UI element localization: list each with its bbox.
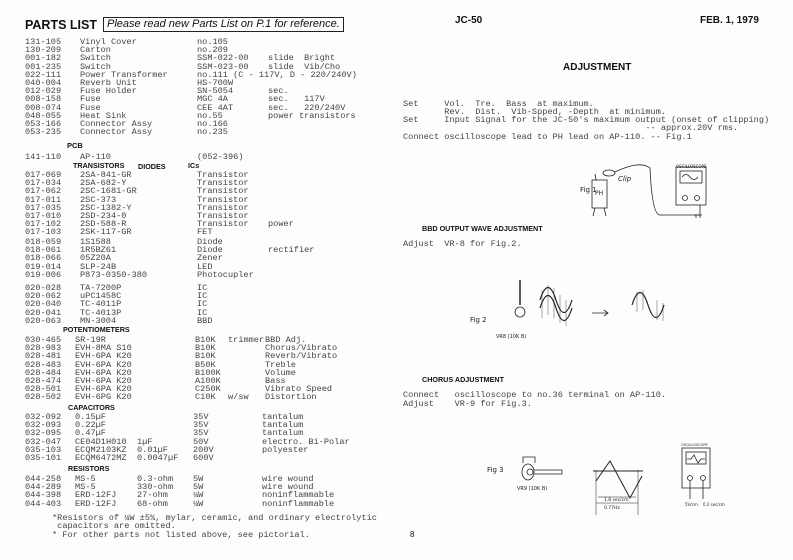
caps-row-cell: 032-092 bbox=[25, 412, 62, 422]
pots-row-cell: w/sw bbox=[228, 392, 249, 403]
transistors-row-cell: 017-035 bbox=[25, 202, 62, 213]
fig1-ph-label: PH bbox=[595, 190, 604, 197]
diodes-row-cell: 1R5BZ61 bbox=[80, 245, 117, 256]
resistors-row-cell: 5W bbox=[193, 482, 204, 493]
general-row-cell: 048-055 bbox=[25, 110, 62, 121]
pots-row-cell: Treble bbox=[265, 359, 296, 370]
caps-row-cell: 032-093 bbox=[25, 420, 62, 431]
pots-row-cell: Chorus/Vibrato bbox=[265, 343, 338, 354]
general-row-cell: no.209 bbox=[197, 45, 228, 56]
pcb-heading: PCB bbox=[67, 141, 83, 150]
transistors-row-cell: 017-102 bbox=[25, 219, 62, 230]
resistors-row-cell: 044-289 bbox=[25, 482, 62, 493]
transistors-row-cell: 2SC-1382-Y bbox=[80, 202, 132, 213]
pots-row-cell: A100K bbox=[195, 376, 221, 386]
general-row-cell: 008-074 bbox=[25, 102, 62, 113]
pots-row-cell: 028-474 bbox=[25, 376, 62, 386]
ics-row-cell: IC bbox=[197, 283, 208, 293]
diodes-row-cell: rectifier bbox=[268, 245, 315, 256]
transistors-row-cell: Transistor bbox=[197, 202, 249, 213]
transistors-row-cell: 017-010 bbox=[25, 211, 62, 221]
resistors-row-cell: ERD-12FJ bbox=[75, 490, 117, 501]
fig3-diagram bbox=[522, 448, 710, 515]
caps-row-cell: polyester bbox=[262, 444, 309, 455]
diodes-row-cell: 019-006 bbox=[25, 269, 62, 280]
fig3-label: Fig 3 bbox=[487, 466, 504, 474]
general-row-cell: Fuse Holder bbox=[80, 86, 137, 97]
general-row-cell: 131-105 bbox=[25, 37, 62, 47]
resistors-row-cell: ERD-12FJ bbox=[75, 498, 117, 509]
transistors-row-cell: 2SD-234-0 bbox=[80, 211, 127, 221]
transistors-row-cell: FET bbox=[197, 227, 213, 238]
resistors-row-cell: MS-5 bbox=[75, 474, 96, 484]
pots-row-cell: B10K bbox=[195, 335, 216, 345]
general-row-cell: 130-209 bbox=[25, 45, 62, 56]
general-row-cell: sec. bbox=[268, 86, 289, 97]
pots-row-cell: EVH-6PG K20 bbox=[75, 392, 132, 403]
footnote-3: * For other parts not listed above, see pictorial. bbox=[52, 530, 310, 540]
pots-row-cell: 028-983 bbox=[25, 343, 62, 354]
ics-row-cell: BBD bbox=[197, 315, 213, 326]
general-row-cell: HS-700W bbox=[197, 78, 234, 88]
resistors-row-cell: MS-5 bbox=[75, 482, 96, 493]
caps-row-cell: 0.0047µF bbox=[137, 453, 179, 463]
bbd-heading: BBD OUTPUT WAVE ADJUSTMENT bbox=[422, 224, 543, 233]
setup-line-4: -- approx.20V rms. bbox=[403, 123, 739, 133]
pots-row-cell: trimmer bbox=[228, 335, 265, 345]
diodes-row-cell: 018-066 bbox=[25, 253, 62, 264]
date: FEB. 1, 1979 bbox=[700, 15, 759, 26]
ics-heading: ICs bbox=[188, 161, 200, 170]
general-row-cell: 001-235 bbox=[25, 61, 62, 72]
diodes-row-cell: SLP-24B bbox=[80, 261, 117, 272]
fig3-scope-label: OSCILLOSCOPE bbox=[681, 443, 708, 447]
capacitors-heading: CAPACITORS bbox=[68, 403, 115, 412]
diodes-row-cell: 05Z20A bbox=[80, 253, 111, 264]
caps-row-cell: 35V bbox=[193, 428, 209, 439]
transistors-row-cell: 2SA-682-Y bbox=[80, 178, 127, 189]
caps-row-cell: 1µF bbox=[137, 436, 153, 447]
fig3-volt-label: 5V/cm bbox=[685, 502, 698, 507]
setup-line-3: Set Input Signal for the JC-50's maximum output (onset of clipping) bbox=[403, 115, 770, 125]
pots-row-cell: EVH-6PA K20 bbox=[75, 376, 132, 386]
resistors-row-cell: wire wound bbox=[262, 474, 314, 484]
pots-row-cell: B50K bbox=[195, 359, 216, 370]
diodes-row-cell: 018-059 bbox=[25, 237, 62, 247]
pots-row-cell: 028-502 bbox=[25, 392, 62, 403]
pots-row-cell: Distortion bbox=[265, 392, 317, 403]
resistors-row-cell: 68-ohm bbox=[137, 498, 168, 509]
pots-row-cell: EVH-6PA K20 bbox=[75, 384, 132, 395]
general-row-cell: no.111 (C - 117V, D - 220/240V) bbox=[197, 69, 357, 80]
general-row-cell: no.55 bbox=[197, 110, 223, 121]
pots-row-cell: EVH-6PA K20 bbox=[75, 367, 132, 378]
ics-row-cell: IC bbox=[197, 299, 208, 310]
fig1-diagram bbox=[592, 165, 706, 218]
caps-row-cell: 0.22µF bbox=[75, 420, 106, 431]
pots-row-cell: 028-484 bbox=[25, 367, 62, 378]
caps-row-cell: 35V bbox=[193, 412, 209, 422]
chorus-heading: CHORUS ADJUSTMENT bbox=[422, 375, 504, 384]
transistors-row-cell: Transistor bbox=[197, 194, 249, 205]
transistors-row-cell: 2SC-1681-GR bbox=[80, 186, 137, 197]
parts-list-notice: Please read new Parts List on P.1 for reference. bbox=[103, 17, 344, 32]
fig3-vr-label: VR9 (10K B) bbox=[517, 486, 548, 492]
pcb-row-cell: (052-396) bbox=[197, 152, 244, 162]
transistors-row-cell: Transistor bbox=[197, 178, 249, 189]
general-row-cell: Reverb Unit bbox=[80, 78, 137, 88]
diodes-row-cell: Photocupler bbox=[197, 269, 254, 280]
pots-row-cell: 030-465 bbox=[25, 335, 62, 345]
general-row-cell: SSM-023-00 bbox=[197, 61, 249, 72]
fig1-scope-label: OSCILLOSCOPE bbox=[676, 164, 707, 169]
pots-row-cell: Reverb/Vibrato bbox=[265, 351, 338, 362]
pots-row-cell: Volume bbox=[265, 367, 296, 378]
diodes-row-cell: Diode bbox=[197, 245, 223, 256]
general-row-cell: SN-5054 bbox=[197, 86, 234, 97]
general-row-cell: slide Bright bbox=[268, 53, 336, 64]
probe-cable bbox=[615, 165, 700, 215]
resistors-heading: RESISTORS bbox=[68, 464, 110, 473]
vr9-knob-icon bbox=[522, 464, 534, 480]
bbd-text: Adjust VR-8 for Fig.2. bbox=[403, 239, 522, 249]
general-row-cell: Connector Assy bbox=[80, 119, 153, 129]
arrow-icon bbox=[592, 310, 608, 316]
potentiometers-heading: POTENTIOMETERS bbox=[63, 325, 130, 334]
general-row-cell: Power Transformer bbox=[80, 69, 168, 80]
resistors-row-cell: 5W bbox=[193, 474, 204, 484]
fig2-diagram bbox=[515, 280, 664, 326]
general-row-cell: 040-004 bbox=[25, 78, 62, 88]
transistors-row-cell: 017-062 bbox=[25, 186, 62, 197]
oscilloscope-icon bbox=[676, 167, 706, 205]
ics-row-cell: 020-028 bbox=[25, 283, 62, 293]
resistors-row-cell: noninflammable bbox=[262, 498, 335, 509]
transistors-row-cell: 017-034 bbox=[25, 178, 62, 189]
general-row-cell: 001-182 bbox=[25, 53, 62, 64]
resistors-row-cell: wire wound bbox=[262, 482, 314, 493]
resistors-row-cell: ¼W bbox=[193, 498, 204, 509]
pots-row-cell: EVH-6PA K20 bbox=[75, 351, 132, 362]
ics-row-cell: MN-3004 bbox=[80, 315, 117, 326]
general-row-cell: no.105 bbox=[197, 37, 228, 47]
general-row-cell: 053-235 bbox=[25, 127, 62, 138]
ics-row-cell: 020-040 bbox=[25, 299, 62, 310]
model-name: JC-50 bbox=[455, 15, 483, 26]
pots-row-cell: 028-501 bbox=[25, 384, 62, 395]
general-row-cell: 053-166 bbox=[25, 119, 62, 129]
adjustment-heading: ADJUSTMENT bbox=[563, 62, 632, 73]
caps-row-cell: 200V bbox=[193, 444, 214, 455]
caps-row-cell: 0.47µF bbox=[75, 428, 106, 439]
caps-row-cell: 0.01µF bbox=[137, 444, 168, 455]
general-row-cell: SSM-022-00 bbox=[197, 53, 249, 64]
general-row-cell: Switch bbox=[80, 53, 111, 64]
transistors-heading: TRANSISTORS bbox=[73, 161, 125, 170]
parts-list-title: PARTS LIST bbox=[25, 18, 97, 32]
footnote-1: *Resistors of ¼W ±5%, mylar, ceramic, and ordinary electrolytic bbox=[52, 513, 377, 523]
pots-row-cell: B10K bbox=[195, 351, 216, 362]
ics-row-cell: TC-4011P bbox=[80, 299, 122, 310]
diodes-row-cell: 1S1588 bbox=[80, 237, 111, 247]
ph-lead-box bbox=[592, 180, 607, 208]
diodes-row-cell: LED bbox=[197, 261, 213, 272]
ics-row-cell: TA-7200P bbox=[80, 283, 122, 293]
ics-row-cell: IC bbox=[197, 291, 208, 302]
general-row-cell: MGC 4A bbox=[197, 94, 228, 105]
ics-row-cell: TC-4013P bbox=[80, 307, 122, 318]
page-number: 8 bbox=[410, 530, 415, 539]
general-row-cell: 022-111 bbox=[25, 69, 62, 80]
caps-row-cell: ECQM2103KZ bbox=[75, 444, 127, 455]
resistors-row-cell: noninflammable bbox=[262, 490, 335, 501]
vr8-knob-icon bbox=[515, 307, 525, 317]
caps-row-cell: 35V bbox=[193, 420, 209, 431]
diodes-row-cell: P873-0350-380 bbox=[80, 269, 148, 280]
general-row-cell: power transistors bbox=[268, 110, 356, 121]
transistors-row-cell: 017-011 bbox=[25, 194, 62, 205]
resistors-row-cell: 044-398 bbox=[25, 490, 62, 501]
transistors-row-cell: 017-103 bbox=[25, 227, 62, 238]
pcb-row-cell: 141-110 bbox=[25, 152, 62, 162]
pots-row-cell: C10K bbox=[195, 392, 216, 403]
general-row-cell: Fuse bbox=[80, 102, 101, 113]
transistors-row-cell: Transistor bbox=[197, 211, 249, 221]
fig3-freq-label: 0.77Hz bbox=[604, 506, 620, 511]
caps-row-cell: tantalum bbox=[262, 412, 304, 422]
general-row-cell: Heat Sink bbox=[80, 110, 127, 121]
setup-line-5: Connect oscilloscope lead to PH lead on AP-110. -- Fig.1 bbox=[403, 132, 692, 142]
pots-row-cell: B10K bbox=[195, 343, 216, 354]
general-row-cell: Connector Assy bbox=[80, 127, 153, 138]
resistors-row-cell: 044-403 bbox=[25, 498, 62, 509]
general-row-cell: Fuse bbox=[80, 94, 101, 105]
pots-row-cell: EVH-6PA K20 bbox=[75, 359, 132, 370]
diodes-heading: DIODES bbox=[138, 162, 166, 171]
general-row-cell: Vinyl Cover bbox=[80, 37, 137, 47]
pots-row-cell: 028-481 bbox=[25, 351, 62, 362]
transistors-row-cell: Transistor bbox=[197, 170, 249, 180]
caps-row-cell: tantalum bbox=[262, 428, 304, 439]
general-row-cell: 008-158 bbox=[25, 94, 62, 105]
general-row-cell: no.166 bbox=[197, 119, 228, 129]
resistors-row-cell: 0.3-ohm bbox=[137, 474, 174, 484]
ics-row-cell: 020-062 bbox=[25, 291, 62, 302]
pots-row-cell: Vibrato Speed bbox=[265, 384, 333, 395]
resistors-row-cell: ¼W bbox=[193, 490, 204, 501]
general-row-cell: CEE 4AT bbox=[197, 102, 234, 113]
diodes-row-cell: 018-061 bbox=[25, 245, 62, 256]
pots-row-cell: 028-483 bbox=[25, 359, 62, 370]
caps-row-cell: 032-095 bbox=[25, 428, 62, 439]
pots-row-cell: EVH-8MA S10 bbox=[75, 343, 132, 354]
caps-row-cell: 50V bbox=[193, 436, 209, 447]
pots-row-cell: C250K bbox=[195, 384, 221, 395]
resistors-row-cell: 27-ohm bbox=[137, 490, 168, 501]
transistors-row-cell: 017-069 bbox=[25, 170, 62, 180]
transistors-row-cell: power bbox=[268, 219, 294, 230]
caps-row-cell: ECQM6472MZ bbox=[75, 453, 127, 463]
pots-row-cell: B100K bbox=[195, 367, 221, 378]
chorus-text-2: Adjust VR-9 for Fig.3. bbox=[403, 399, 532, 409]
caps-row-cell: electro. Bi-Polar bbox=[262, 436, 350, 447]
caps-row-cell: 035-101 bbox=[25, 453, 62, 463]
ics-row-cell: 020-041 bbox=[25, 307, 62, 318]
clip-icon bbox=[603, 170, 615, 176]
transistors-row-cell: 2SD-588-R bbox=[80, 219, 127, 230]
caps-row-cell: 0.15µF bbox=[75, 412, 106, 422]
transistors-row-cell: 2SC-373 bbox=[80, 194, 117, 205]
transistors-row-cell: Transistor bbox=[197, 219, 249, 230]
fig3-period-label: 1.8 sec/cm bbox=[604, 498, 629, 503]
transistors-row-cell: Transistor bbox=[197, 186, 249, 197]
caps-row-cell: 600V bbox=[193, 453, 214, 463]
caps-row-cell: 032-047 bbox=[25, 436, 62, 447]
ics-row-cell: IC bbox=[197, 307, 208, 318]
caps-row-cell: tantalum bbox=[262, 420, 304, 431]
resistors-row-cell: 330-ohm bbox=[137, 482, 174, 493]
general-row-cell: Switch bbox=[80, 61, 111, 72]
general-row-cell: Carton bbox=[80, 45, 111, 56]
general-row-cell: no.235 bbox=[197, 127, 228, 138]
fig1-label: Fig 1 bbox=[580, 186, 597, 194]
pots-row-cell: BBD Adj. bbox=[265, 335, 307, 345]
general-row-cell: sec. 220/240V bbox=[268, 102, 346, 113]
fig1-clip-label: Clip bbox=[618, 175, 632, 183]
general-row-cell: slide Vib/Cho bbox=[268, 61, 341, 72]
setup-line-1: Set Vol. Tre. Bass at maximum. bbox=[403, 99, 594, 109]
fig2-label: Fig 2 bbox=[470, 316, 487, 324]
fig2-vr-label: VR8 (10K B) bbox=[496, 334, 527, 340]
resistors-row-cell: 044-258 bbox=[25, 474, 62, 484]
fig3-time-label: 0.2 sec/cm bbox=[703, 502, 725, 507]
pots-row-cell: SR-19R bbox=[75, 335, 106, 345]
pots-row-cell: Bass bbox=[265, 376, 286, 386]
footnote-2: capacitors are omitted. bbox=[52, 521, 176, 531]
caps-row-cell: 035-103 bbox=[25, 444, 62, 455]
ics-row-cell: 020-063 bbox=[25, 315, 62, 326]
transistors-row-cell: 2SK-117-GR bbox=[80, 227, 132, 238]
setup-line-2: Rev. Dist. Vib-Spped, -Depth at minimum. bbox=[403, 107, 667, 117]
caps-row-cell: CE04D1H010 bbox=[75, 436, 127, 447]
pcb-row-cell: AP-110 bbox=[80, 152, 111, 162]
diodes-row-cell: Diode bbox=[197, 237, 223, 247]
diodes-row-cell: Zener bbox=[197, 253, 223, 264]
general-row-cell: sec. 117V bbox=[268, 94, 325, 105]
general-row-cell: 012-029 bbox=[25, 86, 62, 97]
chorus-text-1: Connect oscilloscope to no.36 terminal on AP-110. bbox=[403, 390, 667, 400]
transistors-row-cell: 2SA-841-GR bbox=[80, 170, 132, 180]
diodes-row-cell: 019-014 bbox=[25, 261, 62, 272]
ics-row-cell: uPC1458C bbox=[80, 291, 122, 302]
